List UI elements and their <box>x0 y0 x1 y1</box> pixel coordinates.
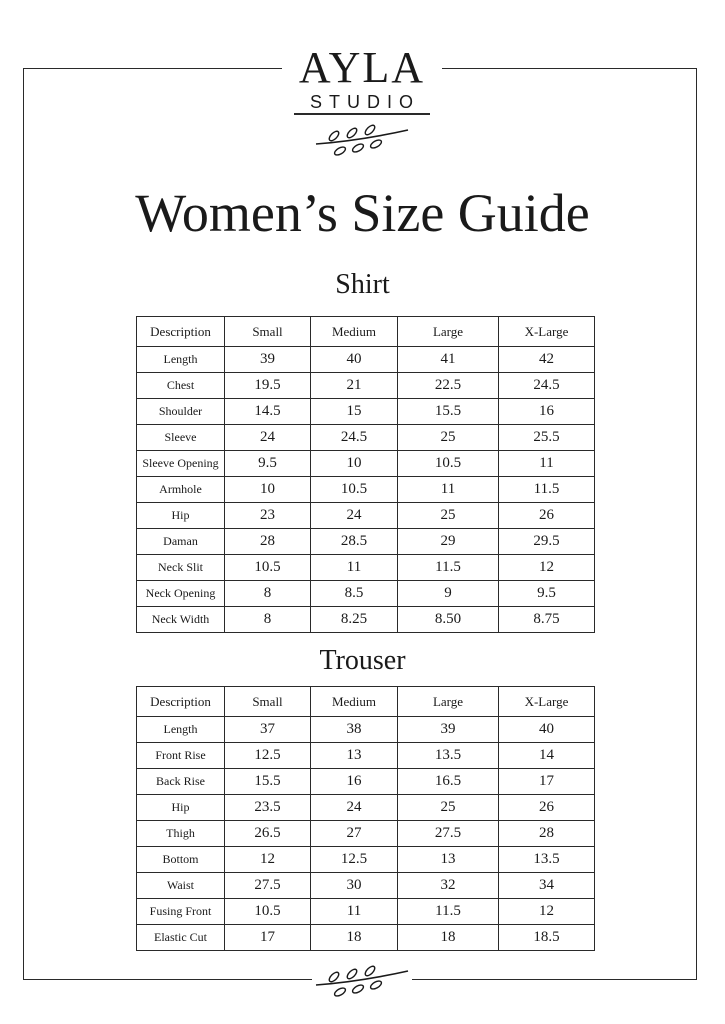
size-value: 12.5 <box>225 743 311 769</box>
table-row <box>137 399 595 425</box>
size-value: 28.5 <box>311 529 398 555</box>
shirt-heading: Shirt <box>335 269 390 300</box>
size-value: 14 <box>499 743 595 769</box>
size-value: 30 <box>311 873 398 899</box>
size-value: 12 <box>225 847 311 873</box>
size-value: 13 <box>398 847 499 873</box>
table-row <box>137 607 595 633</box>
size-value: 9 <box>398 581 499 607</box>
table-row <box>137 425 595 451</box>
size-value: 39 <box>225 347 311 373</box>
table-row <box>137 529 595 555</box>
size-value: 23 <box>225 503 311 529</box>
table-row <box>137 477 595 503</box>
table-row <box>137 847 595 873</box>
table-row <box>137 373 595 399</box>
size-value: 39 <box>398 717 499 743</box>
size-value: 28 <box>225 529 311 555</box>
size-value: 25.5 <box>499 425 595 451</box>
row-label: Thigh <box>137 821 225 847</box>
table-row <box>137 743 595 769</box>
size-value: 11 <box>311 555 398 581</box>
size-value: 16.5 <box>398 769 499 795</box>
size-value: 8.50 <box>398 607 499 633</box>
size-value: 26 <box>499 503 595 529</box>
size-value: 10.5 <box>311 477 398 503</box>
column-header: X-Large <box>499 317 595 347</box>
table-row <box>137 795 595 821</box>
size-value: 10 <box>311 451 398 477</box>
size-value: 18 <box>398 925 499 951</box>
trouser-heading: Trouser <box>319 645 406 676</box>
size-value: 17 <box>499 769 595 795</box>
brand-logo <box>282 44 442 116</box>
size-value: 18 <box>311 925 398 951</box>
column-header: Description <box>137 687 225 717</box>
size-value: 19.5 <box>225 373 311 399</box>
table-row <box>137 925 595 951</box>
size-value: 14.5 <box>225 399 311 425</box>
row-label: Daman <box>137 529 225 555</box>
size-value: 40 <box>311 347 398 373</box>
row-label: Back Rise <box>137 769 225 795</box>
table-row <box>137 821 595 847</box>
size-value: 11.5 <box>499 477 595 503</box>
size-value: 24 <box>311 795 398 821</box>
row-label: Length <box>137 717 225 743</box>
table-row <box>137 555 595 581</box>
row-label: Hip <box>137 503 225 529</box>
size-value: 24.5 <box>499 373 595 399</box>
size-value: 25 <box>398 795 499 821</box>
table-row <box>137 769 595 795</box>
row-label: Sleeve <box>137 425 225 451</box>
size-value: 27 <box>311 821 398 847</box>
brand-name: AYLA <box>298 43 426 92</box>
size-value: 13.5 <box>398 743 499 769</box>
size-value: 22.5 <box>398 373 499 399</box>
table-header-row <box>137 687 595 717</box>
size-value: 26 <box>499 795 595 821</box>
column-header: Small <box>225 687 311 717</box>
size-value: 11.5 <box>398 555 499 581</box>
size-value: 9.5 <box>225 451 311 477</box>
size-value: 10.5 <box>398 451 499 477</box>
size-value: 9.5 <box>499 581 595 607</box>
page-title: Women’s Size Guide <box>135 183 590 243</box>
size-value: 16 <box>311 769 398 795</box>
table-row <box>137 451 595 477</box>
size-value: 28 <box>499 821 595 847</box>
size-value: 15 <box>311 399 398 425</box>
size-value: 29.5 <box>499 529 595 555</box>
size-value: 37 <box>225 717 311 743</box>
size-value: 12 <box>499 899 595 925</box>
size-value: 25 <box>398 503 499 529</box>
column-header: Medium <box>311 687 398 717</box>
size-value: 12 <box>499 555 595 581</box>
size-value: 42 <box>499 347 595 373</box>
size-value: 8 <box>225 607 311 633</box>
size-value: 26.5 <box>225 821 311 847</box>
size-value: 38 <box>311 717 398 743</box>
row-label: Bottom <box>137 847 225 873</box>
row-label: Shoulder <box>137 399 225 425</box>
size-value: 8.25 <box>311 607 398 633</box>
column-header: Description <box>137 317 225 347</box>
brand-subtitle: STUDIO <box>309 92 420 112</box>
size-value: 10.5 <box>225 899 311 925</box>
size-value: 8.75 <box>499 607 595 633</box>
size-value: 15.5 <box>398 399 499 425</box>
size-value: 15.5 <box>225 769 311 795</box>
size-value: 41 <box>398 347 499 373</box>
size-value: 24 <box>311 503 398 529</box>
row-label: Waist <box>137 873 225 899</box>
row-label: Sleeve Opening <box>137 451 225 477</box>
size-value: 11 <box>398 477 499 503</box>
size-value: 24 <box>225 425 311 451</box>
row-label: Neck Slit <box>137 555 225 581</box>
row-label: Neck Opening <box>137 581 225 607</box>
size-value: 32 <box>398 873 499 899</box>
logo-divider <box>294 113 430 115</box>
row-label: Neck Width <box>137 607 225 633</box>
size-value: 11 <box>311 899 398 925</box>
column-header: Large <box>398 317 499 347</box>
size-value: 10 <box>225 477 311 503</box>
row-label: Fusing Front <box>137 899 225 925</box>
size-value: 21 <box>311 373 398 399</box>
size-value: 27.5 <box>225 873 311 899</box>
size-value: 24.5 <box>311 425 398 451</box>
table-row <box>137 899 595 925</box>
row-label: Length <box>137 347 225 373</box>
size-value: 16 <box>499 399 595 425</box>
size-value: 18.5 <box>499 925 595 951</box>
column-header: Large <box>398 687 499 717</box>
size-value: 27.5 <box>398 821 499 847</box>
size-value: 13.5 <box>499 847 595 873</box>
leaf-sprig-icon <box>312 963 412 999</box>
size-value: 8.5 <box>311 581 398 607</box>
table-row <box>137 873 595 899</box>
size-value: 34 <box>499 873 595 899</box>
size-value: 8 <box>225 581 311 607</box>
row-label: Hip <box>137 795 225 821</box>
size-value: 40 <box>499 717 595 743</box>
table-header-row <box>137 317 595 347</box>
size-value: 29 <box>398 529 499 555</box>
row-label: Front Rise <box>137 743 225 769</box>
column-header: Small <box>225 317 311 347</box>
size-value: 12.5 <box>311 847 398 873</box>
table-row <box>137 347 595 373</box>
row-label: Chest <box>137 373 225 399</box>
table-row <box>137 581 595 607</box>
size-value: 13 <box>311 743 398 769</box>
leaf-sprig-icon <box>312 122 412 158</box>
size-value: 10.5 <box>225 555 311 581</box>
column-header: X-Large <box>499 687 595 717</box>
trouser-size-table <box>136 686 595 951</box>
size-value: 25 <box>398 425 499 451</box>
column-header: Medium <box>311 317 398 347</box>
size-value: 11.5 <box>398 899 499 925</box>
table-row <box>137 503 595 529</box>
row-label: Elastic Cut <box>137 925 225 951</box>
size-value: 23.5 <box>225 795 311 821</box>
size-value: 17 <box>225 925 311 951</box>
table-row <box>137 717 595 743</box>
row-label: Armhole <box>137 477 225 503</box>
size-value: 11 <box>499 451 595 477</box>
shirt-size-table <box>136 316 595 633</box>
